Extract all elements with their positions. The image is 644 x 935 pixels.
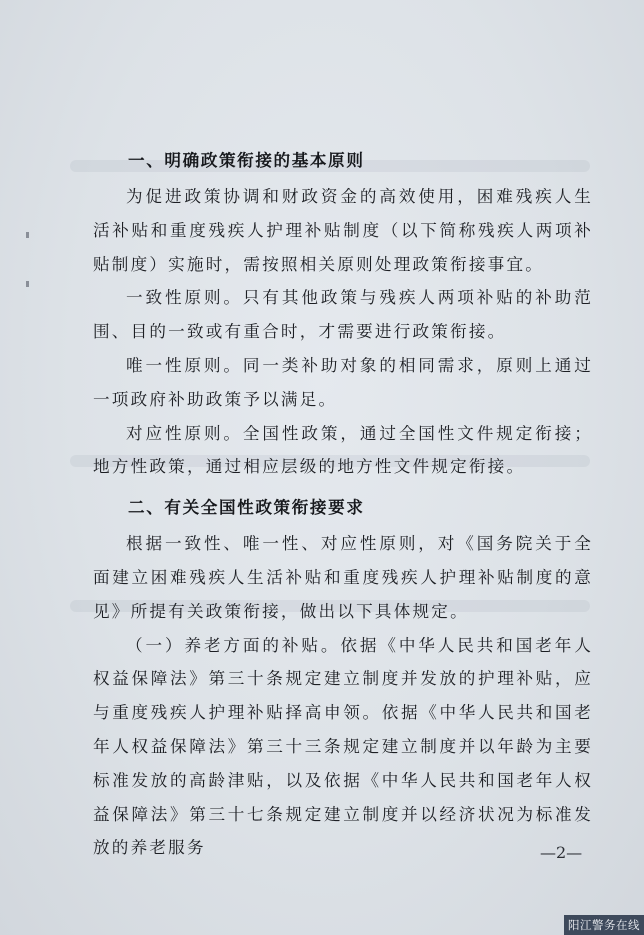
scan-edge-mark bbox=[26, 232, 29, 238]
watermark: 阳江警务在线 bbox=[564, 915, 644, 935]
document-body bbox=[93, 142, 593, 865]
section-heading-1: 一、明确政策衔接的基本原则 bbox=[128, 151, 365, 170]
paragraph-correspondence-principle: 对应性原则。全国性政策，通过全国性文件规定衔接；地方性政策，通过相应层级的地方性文件规定衔接。 bbox=[93, 423, 593, 477]
paragraph-uniqueness-principle: 唯一性原则。同一类补助对象的相同需求，原则上通过一项政府补助政策予以满足。 bbox=[93, 355, 593, 409]
paragraph-basis: 根据一致性、唯一性、对应性原则，对《国务院关于全面建立困难残疾人生活补贴和重度残疾人护理补贴制度的意见》所提有关政策衔接，做出以下具体规定。 bbox=[93, 534, 593, 621]
paragraph-intro: 为促进政策协调和财政资金的高效使用，困难残疾人生活补贴和重度残疾人护理补贴制度（以下简称残疾人两项补贴制度）实施时，需按照相关原则处理政策衔接事宜。 bbox=[93, 187, 593, 274]
section-heading-2: 二、有关全国性政策衔接要求 bbox=[128, 498, 365, 518]
scan-edge-mark bbox=[26, 281, 29, 287]
paragraph-elderly-subsidy: （一）养老方面的补贴。依据《中华人民共和国老年人权益保障法》第三十条规定建立制度并发放的护理补贴，应与重度残疾人护理补贴择高申领。依据《中华人民共和国老年人权益保障法》第三十三条规定建立制度并以年龄为主要标准发放的高龄津贴，以及依据《中华人民共和国老年人权益保障法》第三十七条规定建立制度并以经济状况为标准发放的养老服务 bbox=[93, 635, 593, 858]
page-number: —2— bbox=[540, 843, 583, 862]
paragraph-consistency-principle: 一致性原则。只有其他政策与残疾人两项补贴的补助范围、目的一致或有重合时，才需要进行政策衔接。 bbox=[93, 288, 593, 342]
